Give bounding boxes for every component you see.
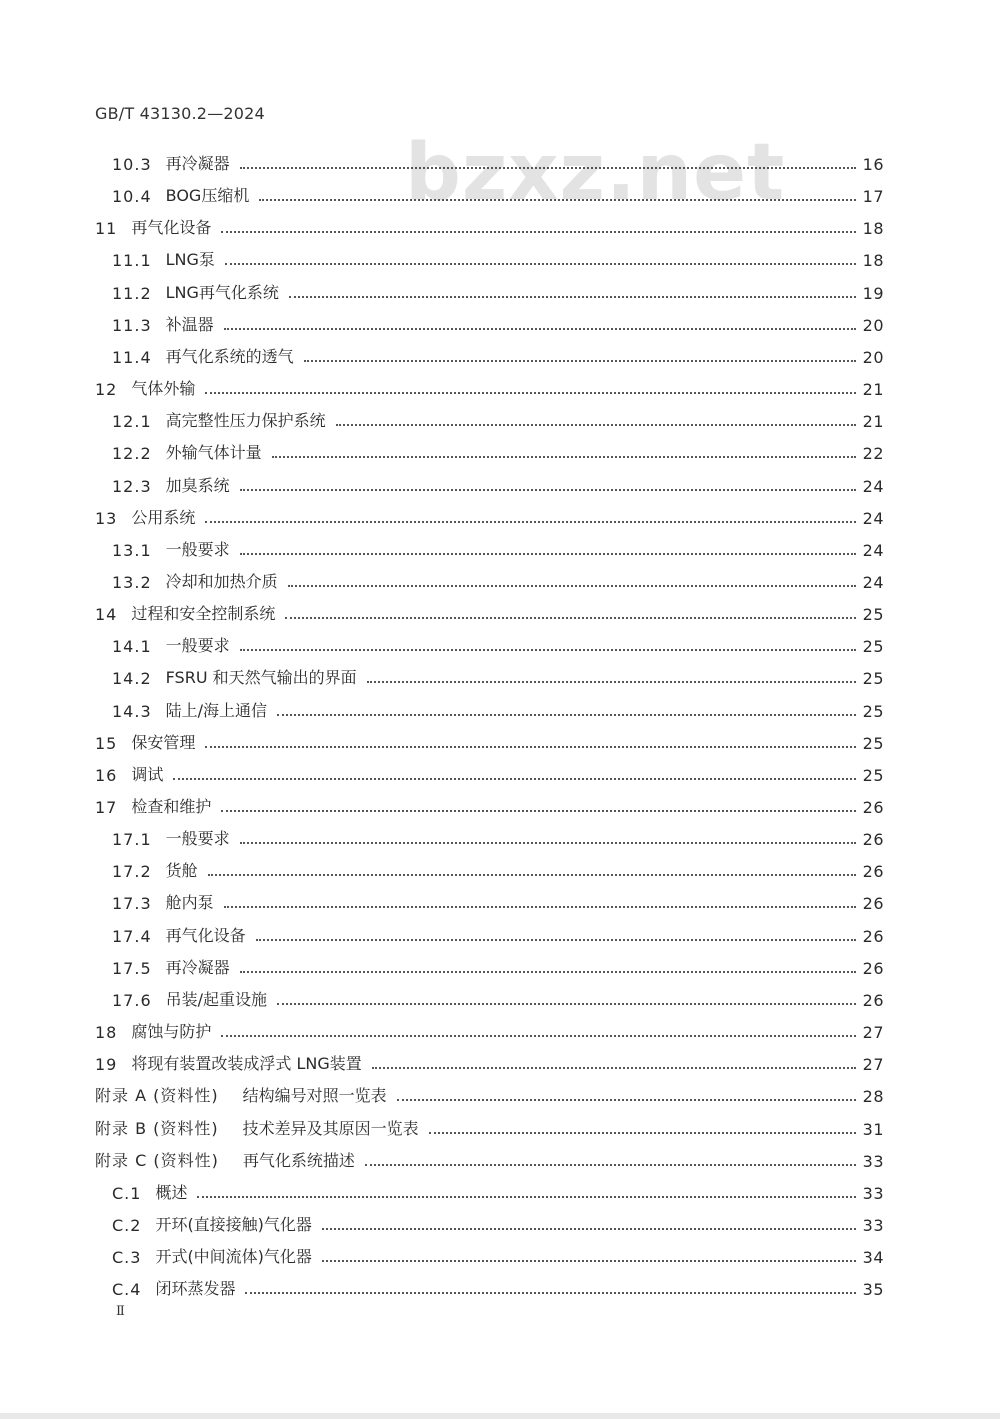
toc-entry-page: 33 (862, 1216, 884, 1235)
toc-entry-number: 附录 C (资料性) (95, 1150, 219, 1170)
toc-leader-dots (304, 360, 856, 362)
toc-entry-number: C.4 (112, 1280, 142, 1300)
toc-entry[interactable] (95, 793, 884, 817)
toc-leader-dots (240, 167, 856, 169)
toc-leader-dots (224, 906, 856, 908)
toc-entry-number: 17.1 (112, 830, 152, 850)
page-bottom-edge (0, 1413, 1000, 1419)
toc-entry-number: 11.2 (112, 283, 152, 303)
standard-code: GB/T 43130.2—2024 (95, 104, 265, 123)
toc-entry[interactable] (95, 729, 884, 753)
toc-entry-number: 附录 B (资料性) (95, 1118, 219, 1138)
toc-entry[interactable] (112, 182, 884, 206)
toc-entry-page: 26 (862, 958, 884, 978)
toc-leader-dots (322, 1260, 856, 1262)
toc-entry-number: C.3 (112, 1248, 142, 1268)
toc-leader-dots (322, 1228, 856, 1230)
toc-entry-title: 货舱 (165, 861, 198, 881)
toc-leader-dots (240, 489, 856, 491)
toc-entry-page: 26 (862, 990, 884, 1010)
toc-entry-title: LNG泵 (165, 250, 215, 270)
toc-entry-number: 18 (95, 1023, 118, 1042)
toc-entry-number: 12 (95, 380, 118, 399)
toc-entry-page: 27 (862, 1023, 884, 1042)
toc-entry-title: 再气化系统的透气 (165, 346, 294, 366)
toc-entry-title: 结构编号对照一览表 (242, 1086, 387, 1106)
toc-entry-page: 25 (862, 669, 884, 689)
toc-entry-number: 16 (95, 765, 118, 785)
toc-entry-page: 26 (862, 862, 884, 882)
toc-entry[interactable] (95, 1050, 884, 1074)
toc-entry-title: 加臭系统 (165, 475, 230, 495)
toc-entry-page: 18 (862, 219, 884, 239)
toc-leader-dots (372, 1067, 856, 1069)
toc-entry-title: 再冷凝器 (165, 154, 230, 173)
toc-entry-page: 21 (862, 412, 884, 432)
toc-entry-number: 13.1 (112, 540, 152, 560)
toc-entry-title: 腐蚀与防护 (131, 1022, 212, 1041)
toc-entry-page: 19 (862, 283, 884, 303)
toc-entry-title: 公用系统 (131, 507, 196, 527)
toc-entry-title: 再冷凝器 (165, 957, 230, 977)
toc-entry-number: 11.1 (112, 251, 152, 271)
toc-entry[interactable] (95, 600, 884, 624)
toc-entry-title: FSRU 和天然气输出的界面 (165, 668, 357, 688)
toc-entry-page: 24 (862, 476, 884, 496)
toc-entry-title: 补温器 (165, 314, 214, 334)
toc-entry-title: LNG再气化系统 (165, 282, 279, 302)
toc-entry-title: 开式(中间流体)气化器 (155, 1247, 312, 1267)
toc-leader-dots (208, 874, 856, 876)
toc-entry-number: 17.3 (112, 894, 152, 914)
toc-entry[interactable] (112, 1243, 884, 1267)
toc-entry-title: 保安管理 (131, 732, 196, 752)
toc-entry-page: 24 (862, 508, 884, 528)
toc-entry-page: 21 (862, 380, 884, 399)
toc-leader-dots (225, 263, 856, 265)
toc-entry-number: 12.2 (112, 444, 152, 464)
toc-leader-dots (221, 810, 856, 812)
toc-entry-page: 25 (862, 605, 884, 625)
toc-entry-page: 18 (862, 251, 884, 271)
toc-leader-dots (285, 617, 856, 619)
toc-entry[interactable] (95, 1082, 884, 1106)
toc-entry-title: 调试 (131, 764, 164, 784)
toc-leader-dots (197, 1196, 856, 1198)
toc-entry-number: 15 (95, 733, 118, 753)
toc-entry-title: 再气化设备 (165, 925, 246, 945)
toc-entry[interactable] (112, 889, 884, 913)
toc-leader-dots (272, 456, 856, 458)
toc-entry-page: 33 (862, 1151, 884, 1171)
toc-entry-number: 10.4 (112, 187, 152, 207)
toc-entry-page: 17 (862, 187, 884, 207)
toc-entry-number: 17.6 (112, 990, 152, 1010)
toc-entry-title: 一般要求 (165, 636, 230, 656)
toc-entry-title: 过程和安全控制系统 (131, 604, 276, 624)
toc-entry-number: 11.4 (112, 347, 152, 367)
toc-entry[interactable] (112, 150, 884, 174)
toc-entry[interactable] (112, 343, 884, 367)
toc-entry-title: 一般要求 (165, 539, 230, 559)
toc-entry-page: 28 (862, 1087, 884, 1107)
toc-entry[interactable] (112, 1179, 884, 1203)
toc-entry-title: 再气化系统描述 (242, 1150, 355, 1170)
toc-entry[interactable] (95, 1018, 884, 1042)
toc-entry[interactable] (95, 1115, 884, 1139)
page-number: Ⅱ (116, 1304, 125, 1319)
toc-entry[interactable] (112, 664, 884, 688)
toc-entry-number: 12.3 (112, 476, 152, 496)
toc-entry[interactable] (95, 761, 884, 785)
toc-leader-dots (173, 778, 856, 780)
toc-entry[interactable] (112, 407, 884, 431)
toc-entry-number: 12.1 (112, 412, 152, 432)
toc-entry-page: 24 (862, 540, 884, 560)
toc-entry[interactable] (112, 954, 884, 978)
toc-entry-page: 31 (862, 1119, 884, 1139)
toc-entry[interactable] (95, 214, 884, 238)
toc-leader-dots (205, 392, 856, 394)
toc-leader-dots (288, 585, 856, 587)
toc-entry-page: 25 (862, 733, 884, 753)
toc-leader-dots (365, 1164, 856, 1166)
toc-entry-page: 24 (862, 573, 884, 592)
toc-entry[interactable] (112, 568, 884, 592)
toc-entry-page: 34 (862, 1248, 884, 1268)
toc-entry-page: 26 (862, 798, 884, 817)
toc-entry-number: 附录 A (资料性) (95, 1086, 219, 1106)
toc-leader-dots (336, 424, 856, 426)
toc-entry[interactable] (95, 375, 884, 399)
toc-entry[interactable] (112, 825, 884, 849)
toc-entry[interactable] (112, 986, 884, 1010)
toc-leader-dots (429, 1132, 856, 1134)
toc-entry-number: 17.5 (112, 958, 152, 978)
toc-leader-dots (240, 971, 856, 973)
toc-entry-title: 闭环蒸发器 (155, 1279, 236, 1299)
toc-entry-title: 陆上/海上通信 (165, 700, 268, 720)
toc-entry-title: BOG压缩机 (165, 186, 250, 206)
toc-entry-page: 33 (862, 1183, 884, 1203)
toc-entry-number: 13 (95, 508, 118, 528)
toc-entry-page: 25 (862, 765, 884, 785)
toc-entry-page: 26 (862, 894, 884, 914)
toc-leader-dots (245, 1292, 856, 1294)
toc-entry[interactable] (95, 504, 884, 528)
toc-entry-title: 检查和维护 (131, 797, 212, 816)
toc-entry-number: C.2 (112, 1216, 142, 1235)
toc-entry-title: 气体外输 (131, 379, 196, 398)
toc-entry-page: 25 (862, 701, 884, 721)
toc-entry[interactable] (112, 472, 884, 496)
toc-entry-number: 11 (95, 219, 118, 239)
toc-entry-title: 吊装/起重设施 (165, 989, 268, 1009)
toc-entry-number: 17.2 (112, 862, 152, 882)
toc-entry-title: 一般要求 (165, 829, 230, 849)
toc-entry-page: 35 (862, 1280, 884, 1300)
toc-entry[interactable] (112, 439, 884, 463)
toc-entry-number: 13.2 (112, 573, 152, 592)
toc-leader-dots (221, 231, 856, 233)
toc-entry-number: 14 (95, 605, 118, 625)
toc-leader-dots (240, 842, 856, 844)
toc-entry-number: 14.3 (112, 701, 152, 721)
toc-entry[interactable] (112, 632, 884, 656)
toc-entry[interactable] (95, 1147, 884, 1171)
toc-entry[interactable] (112, 536, 884, 560)
toc-leader-dots (205, 746, 856, 748)
toc-entry-page: 27 (862, 1055, 884, 1075)
toc-entry-page: 20 (862, 315, 884, 335)
toc-entry[interactable] (112, 246, 884, 270)
toc-entry-title: 技术差异及其原因一览表 (242, 1118, 419, 1138)
toc-entry-number: 10.3 (112, 155, 152, 174)
toc-entry-number: 17.4 (112, 926, 152, 946)
toc-entry-page: 20 (862, 347, 884, 367)
toc-leader-dots (367, 681, 856, 683)
toc-entry[interactable] (112, 279, 884, 303)
toc-leader-dots (397, 1099, 856, 1101)
toc-entry[interactable] (112, 922, 884, 946)
toc-leader-dots (277, 1003, 856, 1005)
toc-leader-dots (240, 553, 856, 555)
toc-entry-title: 高完整性压力保护系统 (165, 411, 326, 431)
toc-entry[interactable] (112, 1211, 884, 1235)
toc-entry[interactable] (112, 311, 884, 335)
toc-leader-dots (277, 714, 856, 716)
toc-entry-title: 将现有装置改装成浮式 LNG装置 (131, 1054, 362, 1074)
toc-entry-number: 17 (95, 798, 118, 817)
toc-leader-dots (289, 296, 856, 298)
toc-entry-title: 再气化设备 (131, 218, 212, 238)
toc-leader-dots (259, 199, 856, 201)
toc-leader-dots (240, 649, 856, 651)
toc-entry-page: 22 (862, 444, 884, 464)
toc-entry-title: 开环(直接接触)气化器 (155, 1215, 312, 1234)
toc-entry-number: C.1 (112, 1183, 142, 1203)
toc-entry-number: 11.3 (112, 315, 152, 335)
toc-entry-title: 外输气体计量 (165, 443, 262, 463)
toc-leader-dots (256, 939, 856, 941)
toc-entry[interactable] (112, 857, 884, 881)
toc-entry[interactable] (112, 1275, 884, 1299)
watermark: bzxz.net (405, 128, 786, 218)
toc-leader-dots (205, 521, 856, 523)
toc-entry-page: 16 (862, 155, 884, 174)
toc-entry-number: 14.2 (112, 669, 152, 689)
toc-entry-page: 26 (862, 830, 884, 850)
toc-entry-page: 25 (862, 637, 884, 657)
toc-entry-number: 14.1 (112, 637, 152, 657)
toc-entry-page: 26 (862, 926, 884, 946)
toc-entry-title: 冷却和加热介质 (165, 572, 278, 591)
toc-entry-title: 舱内泵 (165, 893, 214, 913)
toc-entry-title: 概述 (155, 1182, 188, 1202)
toc-leader-dots (224, 328, 856, 330)
toc-entry-number: 19 (95, 1055, 118, 1075)
toc-leader-dots (221, 1035, 856, 1037)
toc-entry[interactable] (112, 697, 884, 721)
